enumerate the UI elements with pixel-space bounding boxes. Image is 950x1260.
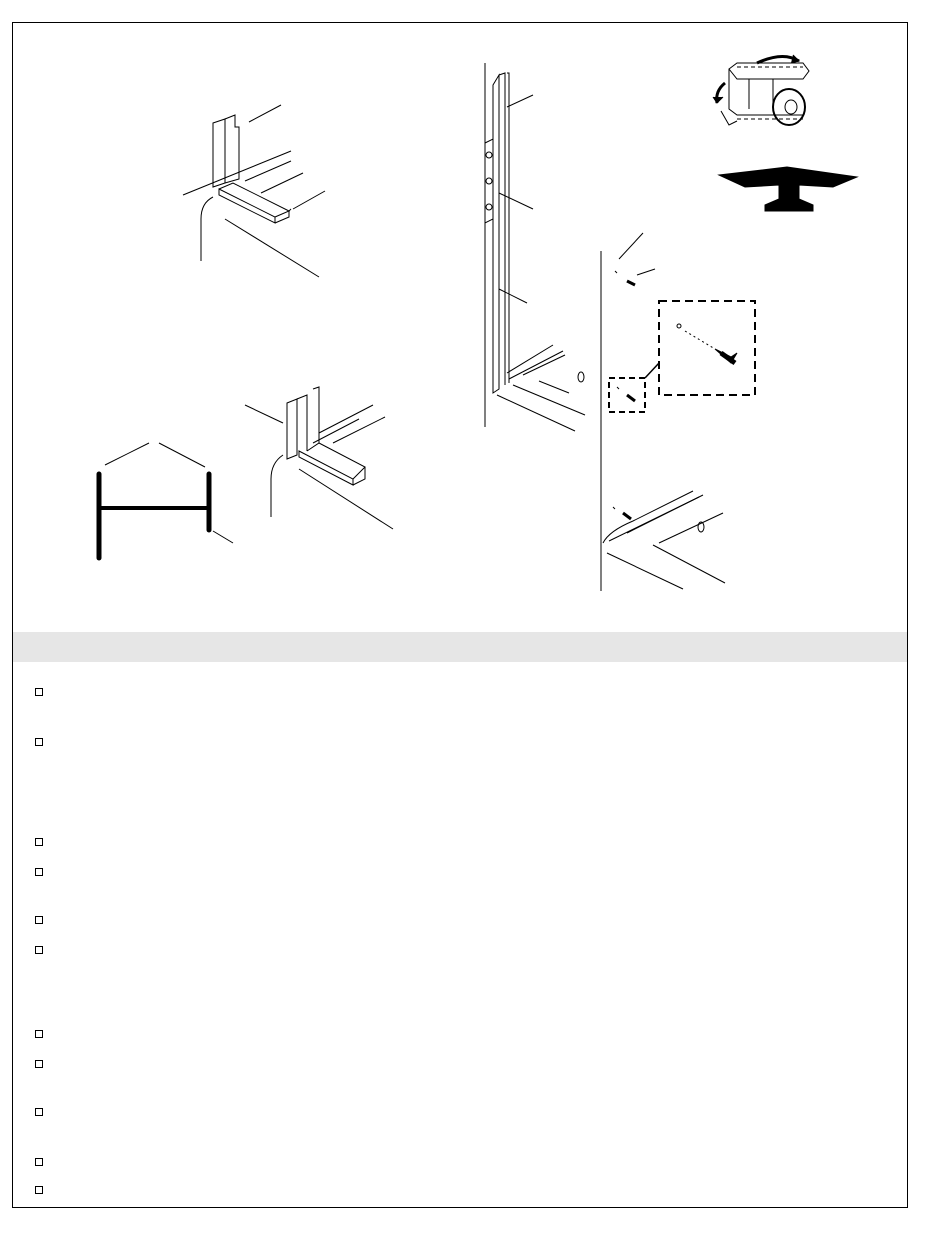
illustrations-svg — [13, 23, 909, 633]
checklist-checkbox[interactable] — [35, 688, 43, 696]
figure-h-profile — [99, 443, 233, 558]
checklist-checkbox[interactable] — [35, 1030, 43, 1038]
section-header-band — [13, 632, 907, 662]
figure-cap-installed — [245, 387, 393, 529]
checklist-checkbox[interactable] — [35, 1158, 43, 1166]
page-frame — [12, 22, 908, 1208]
checklist-checkbox[interactable] — [35, 1108, 43, 1116]
figure-cap-corner — [183, 105, 325, 277]
checklist-checkbox[interactable] — [35, 916, 43, 924]
checklist-checkbox[interactable] — [35, 868, 43, 876]
figure-drill-anchor-detail — [601, 233, 755, 591]
checklist-checkbox[interactable] — [35, 1186, 43, 1194]
checklist-checkbox[interactable] — [35, 738, 43, 746]
figure-anchor-rotation — [713, 55, 809, 125]
checklist-checkbox[interactable] — [35, 1060, 43, 1068]
checklist-checkbox[interactable] — [35, 946, 43, 954]
checklist-checkbox[interactable] — [35, 838, 43, 846]
figure-anchor-profile — [719, 167, 857, 211]
illustration-area — [13, 23, 909, 633]
figure-vertical-jamb — [485, 63, 585, 431]
